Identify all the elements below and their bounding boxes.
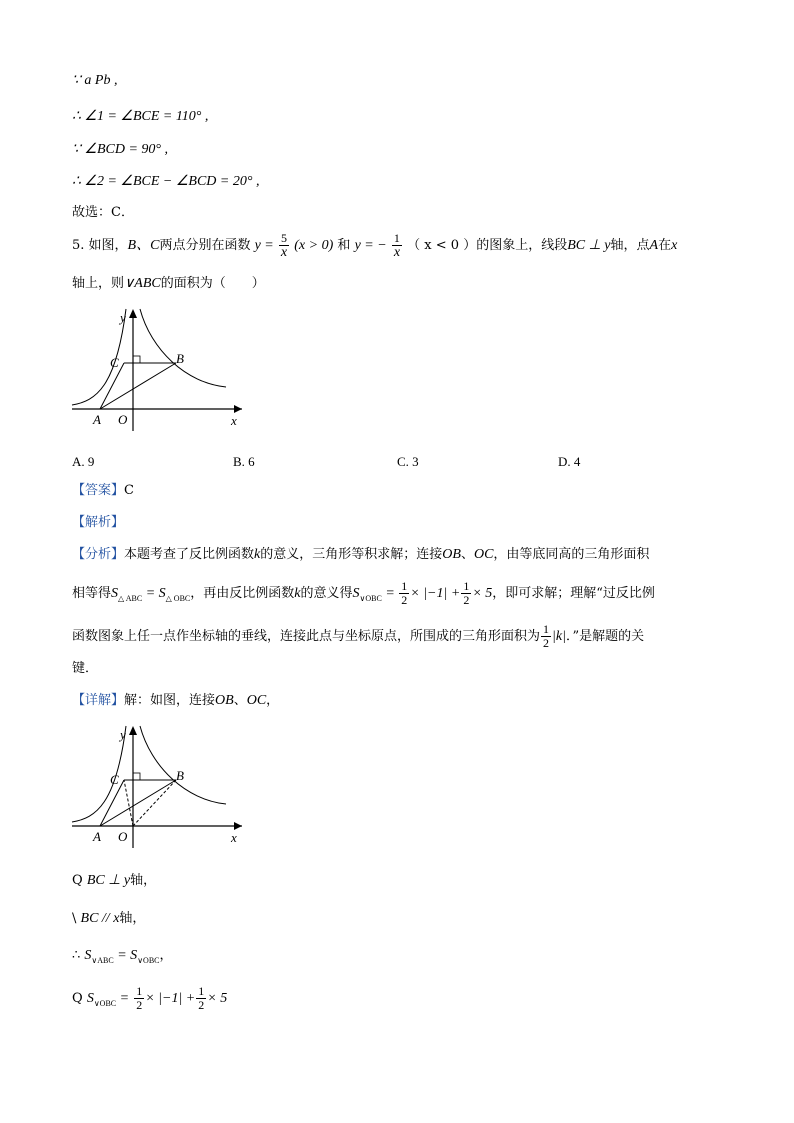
analysis-line-2: 相等得$S_{\triangle ABC} = S_{\triangle OBC}$，再由反比例函数k的意义得$S_{\vee OBC}$ = $\frac{1}{2}$ × |−1| + $\frac{1}{2}$ × 5，即可求解；理解“过反比例 [72, 579, 655, 607]
analysis-line-3: 函数图象上任一点作坐标轴的垂线，连接此点与坐标原点，所围成的三角形面积为 $\frac{1}{2}$ |k|．”是解题的关 [72, 622, 645, 650]
solution-line-4: ∴ ∠2 = ∠BCE − ∠BCD = 20° , [72, 174, 260, 189]
fig1-label-c: C [110, 355, 119, 370]
fig1-label-b: B [176, 351, 184, 366]
fig2-label-a: A [93, 829, 101, 844]
detail-tag: 【详解】 [72, 693, 125, 708]
fig2-label-x: x [231, 830, 237, 845]
step-line-1: Q BC ⊥ y轴， [72, 873, 157, 888]
fig1-label-o: O [118, 412, 128, 427]
analysis-line-4: 键． [72, 661, 99, 676]
fig1-label-x: x [231, 413, 237, 428]
jiexi-line [72, 514, 124, 532]
fig2-label-o: O [118, 829, 128, 844]
option-a: A. 9 [72, 454, 95, 469]
fraction-half-2: $\frac{1}{2}$ [463, 579, 470, 607]
question-figure [66, 305, 256, 435]
fraction-half-5: $\frac{1}{2}$ [198, 984, 205, 1012]
fraction-half-1: $\frac{1}{2}$ [401, 579, 408, 607]
answer-value: C [124, 483, 134, 498]
question-5-line-2: 轴上，则∨ABC的面积为（ ） [72, 276, 265, 291]
solution-line-1: ∵ a Pb , [72, 73, 118, 88]
option-d: D. 4 [558, 454, 581, 469]
fig2-label-c: C [110, 772, 119, 787]
answer-line [72, 482, 134, 500]
step-line-3: ∴ $S_{\vee ABC} = S_{\vee OBC}$， [72, 948, 173, 965]
fig2-label-b: B [176, 768, 184, 783]
step-line-4: Q $S_{\vee OBC}$ = $\frac{1}{2}$ × |−1| + $\frac{1}{2}$ × 5 [72, 984, 228, 1012]
fraction-half-4: $\frac{1}{2}$ [136, 984, 143, 1012]
option-b: B. 6 [233, 454, 255, 469]
option-c: C. 3 [397, 454, 419, 469]
answer-tag: 【答案】 [72, 483, 125, 498]
fig1-label-a: A [93, 412, 101, 427]
detail-figure [66, 722, 256, 852]
analysis-tag: 【分析】 [72, 547, 125, 562]
fraction-1-over-x: $\frac{1}{x}$ [393, 231, 401, 260]
fig2-label-y: y [120, 727, 126, 742]
solution-line-2: ∴ ∠1 = ∠BCE = 110° , [72, 109, 209, 124]
step-line-2: \ BC // x轴， [72, 911, 146, 926]
question-5-line-1: 5. 如图，B、C两点分别在函数 y = $\frac{5}{x}$ (x > 0) 和 y = − $\frac{1}{x}$ （ x < 0 ）的图象上，线段BC ⊥ y轴，点A在x [72, 231, 678, 260]
solution-line-3: ∵ ∠BCD = 90° , [72, 142, 169, 157]
analysis-line-1: 【分析】本题考查了反比例函数k的意义，三角形等积求解；连接OB、OC，由等底同高的三角形面积 [72, 547, 650, 562]
jiexi-tag: 【解析】 [72, 515, 125, 530]
fraction-5-over-x: $\frac{5}{x}$ [280, 231, 288, 260]
solution-choice: 故选：C． [72, 205, 134, 220]
fig1-label-y: y [120, 310, 126, 325]
detail-line: 【详解】解：如图，连接OB、OC， [72, 693, 280, 708]
fraction-half-3: $\frac{1}{2}$ [543, 622, 550, 650]
